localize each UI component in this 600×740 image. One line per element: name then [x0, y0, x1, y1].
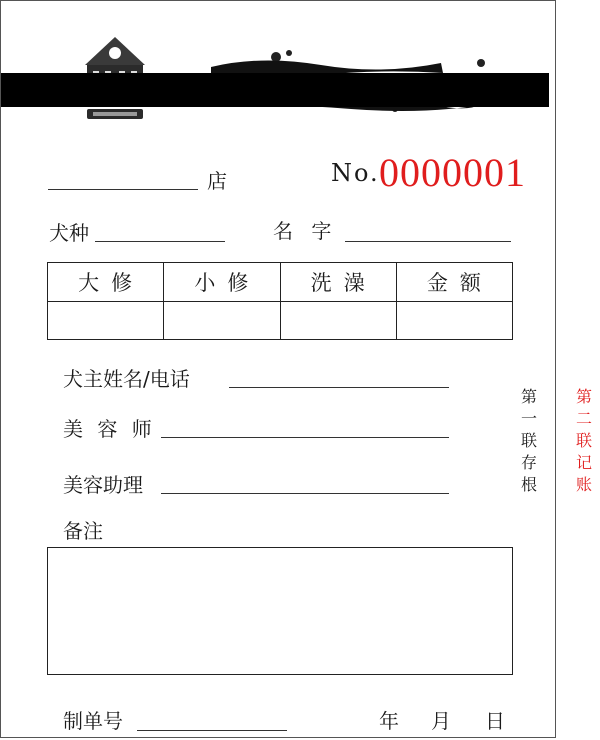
- service-value-row: [48, 302, 513, 340]
- service-cell-major-trim[interactable]: [48, 302, 164, 340]
- assistant-field[interactable]: [161, 493, 449, 494]
- redaction-bar: [1, 73, 549, 107]
- service-cell-amount[interactable]: [396, 302, 512, 340]
- service-cell-bath[interactable]: [280, 302, 396, 340]
- service-header-minor-trim: 小修: [164, 263, 280, 302]
- breed-field[interactable]: [95, 241, 225, 242]
- assistant-label: 美容助理: [63, 473, 143, 497]
- order-number-field[interactable]: [137, 730, 287, 731]
- service-header-bath: 洗澡: [280, 263, 396, 302]
- shop-name-field[interactable]: [48, 189, 198, 190]
- groomer-label: 美 容 师: [63, 417, 156, 441]
- service-cell-minor-trim[interactable]: [164, 302, 280, 340]
- groomer-field[interactable]: [161, 437, 449, 438]
- shop-label: 店: [207, 169, 227, 193]
- dog-name-label: 名 字: [273, 219, 338, 243]
- service-header-amount: 金额: [396, 263, 512, 302]
- remarks-box[interactable]: [47, 547, 513, 675]
- remarks-label: 备注: [63, 519, 103, 543]
- owner-field[interactable]: [229, 387, 449, 388]
- serial-number-label: No.: [331, 159, 380, 187]
- dog-name-field[interactable]: [345, 241, 511, 242]
- serial-number-value: 0000001: [379, 150, 526, 195]
- day-label: 日: [485, 709, 505, 733]
- owner-label: 犬主姓名/电话: [63, 367, 190, 391]
- month-label: 月: [431, 709, 451, 733]
- order-number-label: 制单号: [63, 709, 123, 733]
- copy-label-first-stub: 第一联存根: [520, 387, 537, 494]
- service-header-row: [48, 263, 513, 302]
- service-table: [47, 262, 513, 340]
- year-label: 年: [379, 709, 399, 733]
- copy-label-second-accounting: 第二联记账: [575, 387, 592, 494]
- breed-label: 犬种: [49, 221, 89, 245]
- service-header-major-trim: 大修: [48, 263, 164, 302]
